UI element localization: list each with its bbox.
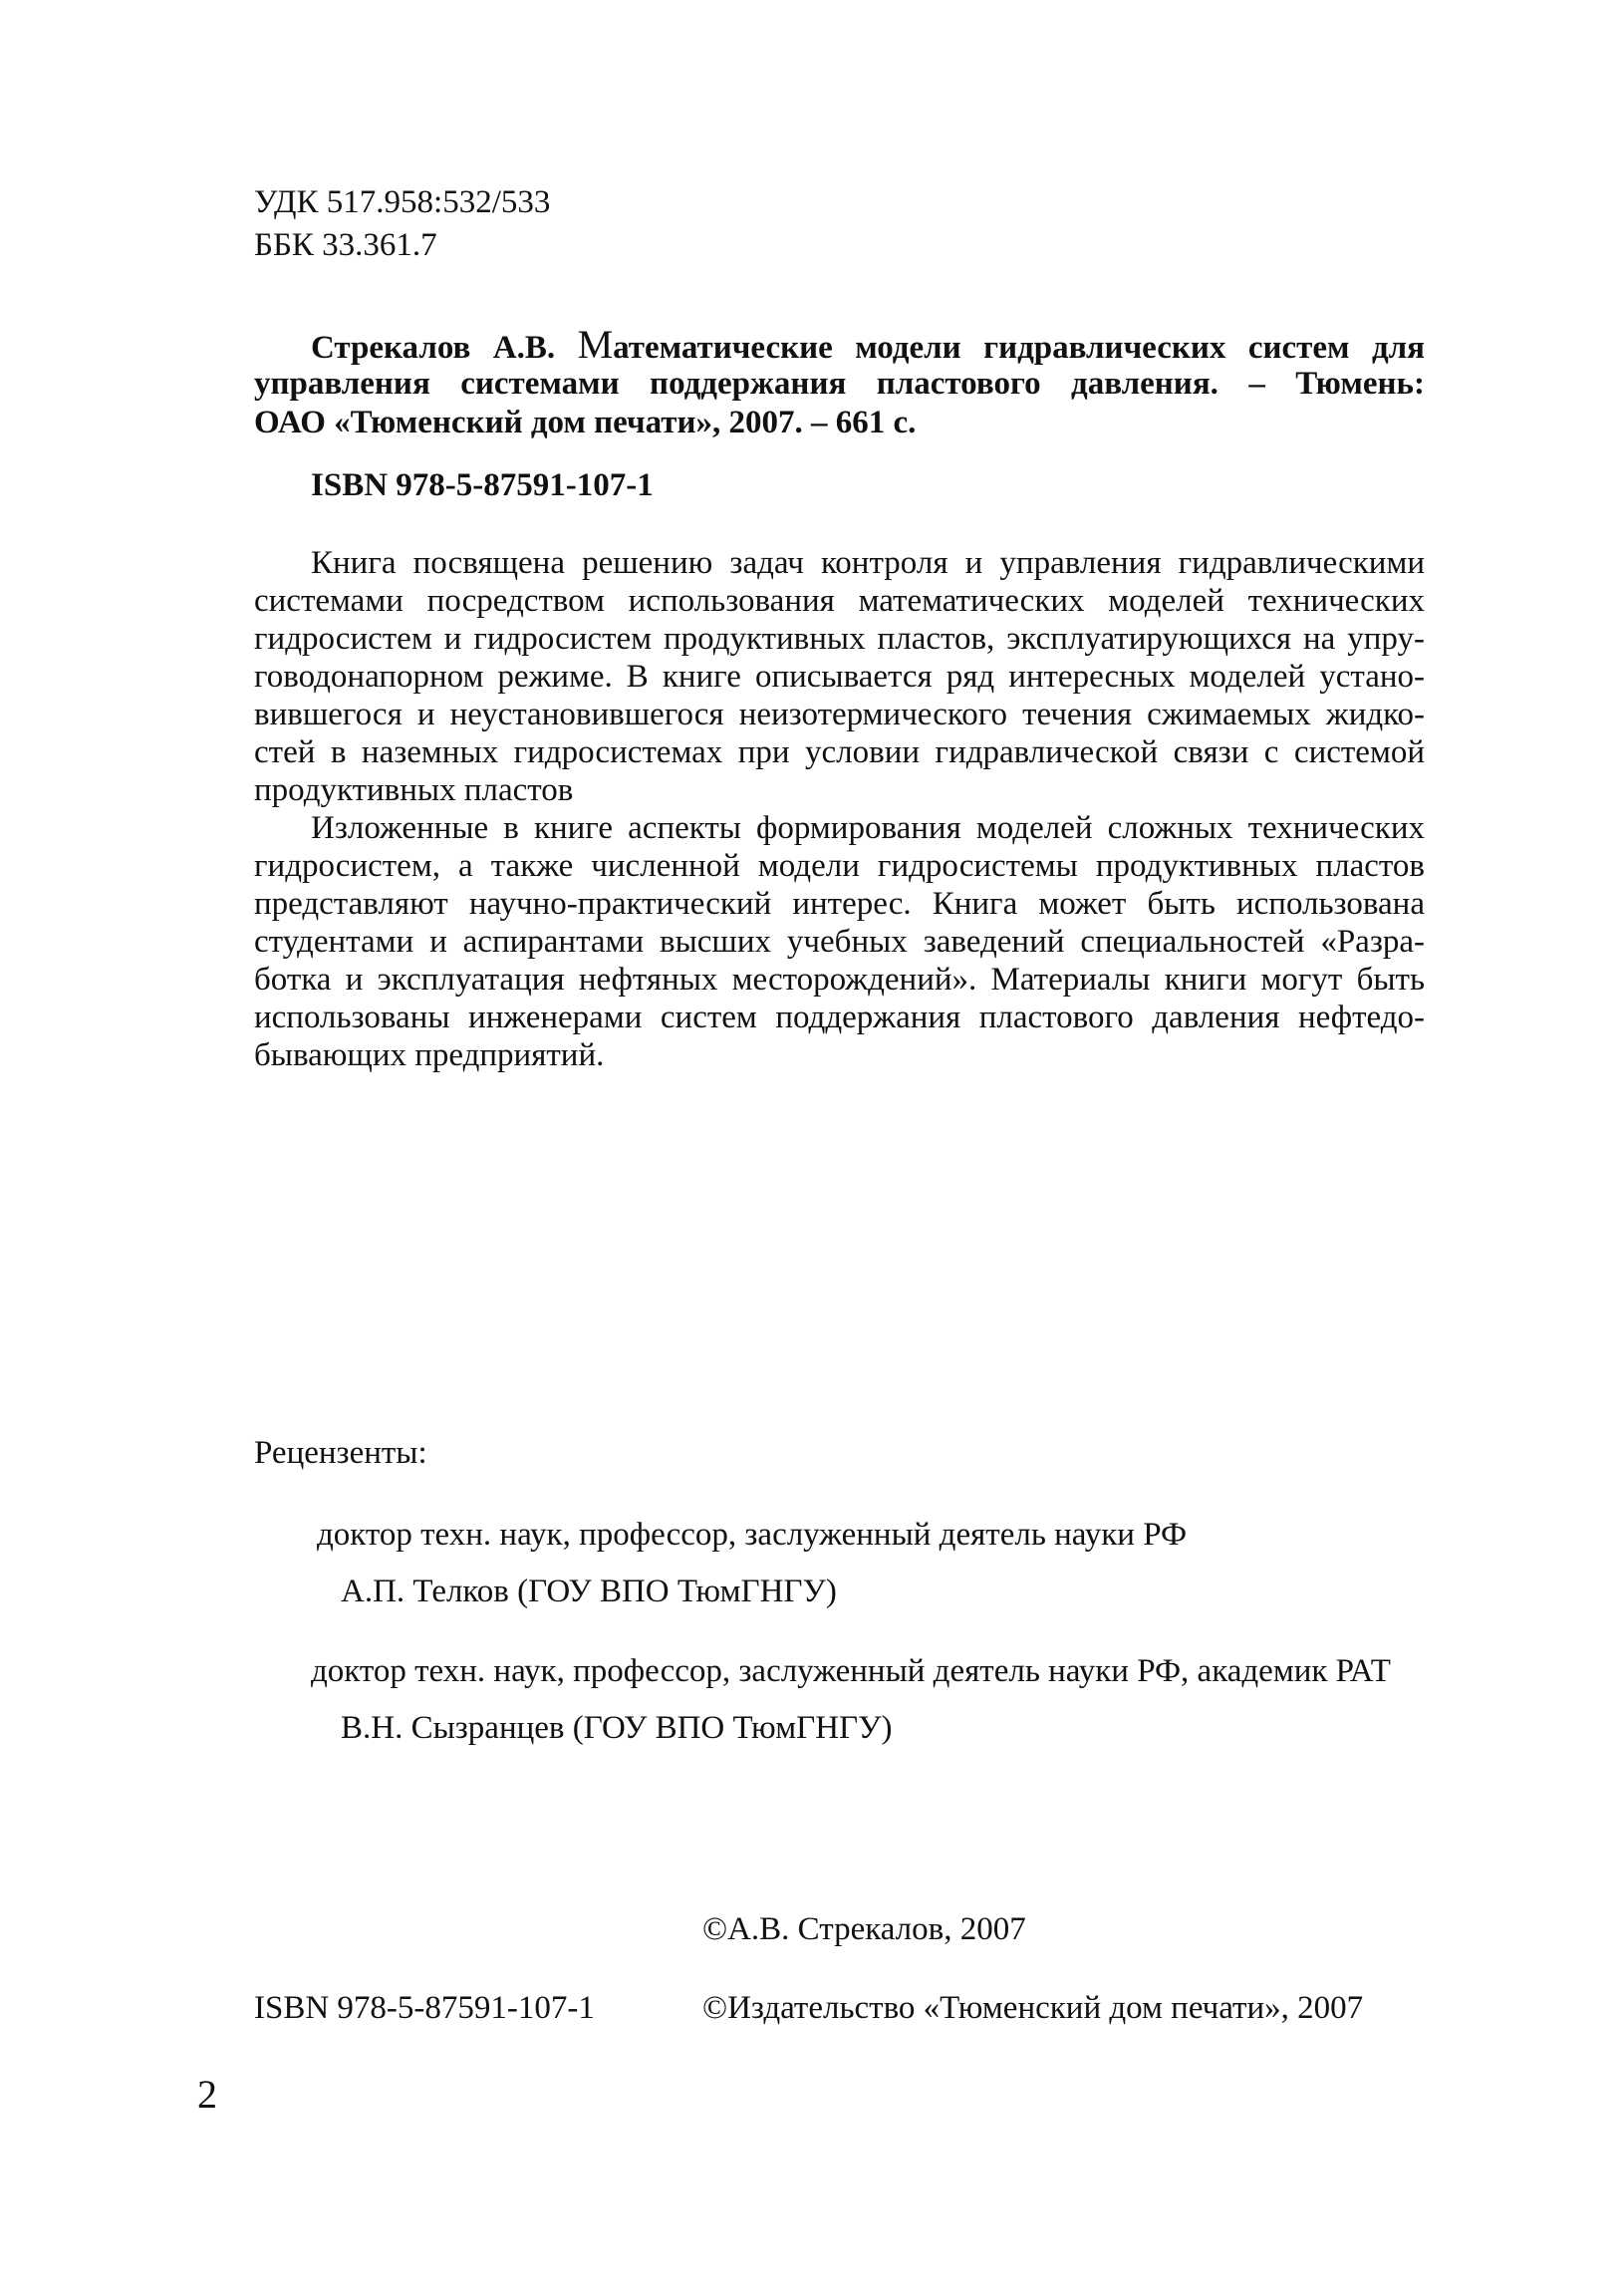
abstract-line: использованы инженерами систем поддержания пластового давления нефтедо-: [254, 1000, 1425, 1035]
publisher-copyright: ©Издательство «Тюменский дом печати», 2007: [702, 1990, 1364, 2026]
abstract-line: говодонапорном режиме. В книге описывается ряд интересных моделей устано-: [254, 659, 1425, 695]
citation-title-start: атематические модели гидравлических систем для: [613, 330, 1426, 366]
abstract-line: бывающих предприятий.: [254, 1037, 605, 1073]
citation-line-1: [254, 322, 1426, 367]
citation-author: Стрекалов А.В.: [311, 330, 556, 366]
abstract-line: гидросистем и гидросистем продуктивных пластов, эксплуатирующихся на упру-: [254, 621, 1425, 657]
abstract-line: системами посредством использования математических моделей технических: [254, 583, 1425, 619]
reviewer-1-name: А.П. Телков (ГОУ ВПО ТюмГНГУ): [341, 1574, 837, 1609]
abstract-line: ботка и эксплуатация нефтяных месторождений». Материалы книги могут быть: [254, 962, 1425, 998]
bbk-code: ББК 33.361.7: [254, 227, 437, 263]
abstract-line: представляют научно-практический интерес. Книга может быть использована: [254, 886, 1425, 922]
reviewer-2-title: доктор техн. наук, профессор, заслуженный деятель науки РФ, академик РАТ: [311, 1653, 1391, 1689]
footer-isbn: ISBN 978-5-87591-107-1: [254, 1990, 595, 2026]
page-number: 2: [197, 2072, 217, 2117]
abstract-line: студентами и аспирантами высших учебных заведений специальностей «Разра-: [254, 924, 1425, 960]
abstract-line: продуктивных пластов: [254, 772, 574, 808]
reviewer-2-name: В.Н. Сызранцев (ГОУ ВПО ТюмГНГУ): [341, 1710, 893, 1746]
abstract-line: стей в наземных гидросистемах при условии гидравлической связи с системой: [254, 734, 1425, 770]
citation-line-3: ОАО «Тюменский дом печати», 2007. – 661 с.: [254, 405, 917, 440]
abstract-line: Изложенные в книге аспекты формирования моделей сложных технических: [311, 810, 1425, 846]
reviewers-heading: Рецензенты:: [254, 1435, 427, 1471]
udk-code: УДК 517.958:532/533: [254, 184, 551, 220]
abstract-line: гидросистем, а также численной модели гидросистемы продуктивных пластов: [254, 848, 1425, 884]
title-initial-letter: М: [577, 322, 614, 367]
citation-line-2: управления системами поддержания пластового давления. – Тюмень:: [254, 366, 1425, 402]
abstract-line: Книга посвящена решению задач контроля и управления гидравлическими: [311, 545, 1425, 581]
author-copyright: ©А.В. Стрекалов, 2007: [702, 1911, 1026, 1947]
abstract-line: вившегося и неустановившегося неизотермического течения сжимаемых жидко-: [254, 697, 1425, 732]
reviewer-1-title: доктор техн. наук, профессор, заслуженный деятель науки РФ: [317, 1517, 1188, 1553]
citation-isbn: ISBN 978-5-87591-107-1: [311, 467, 654, 503]
